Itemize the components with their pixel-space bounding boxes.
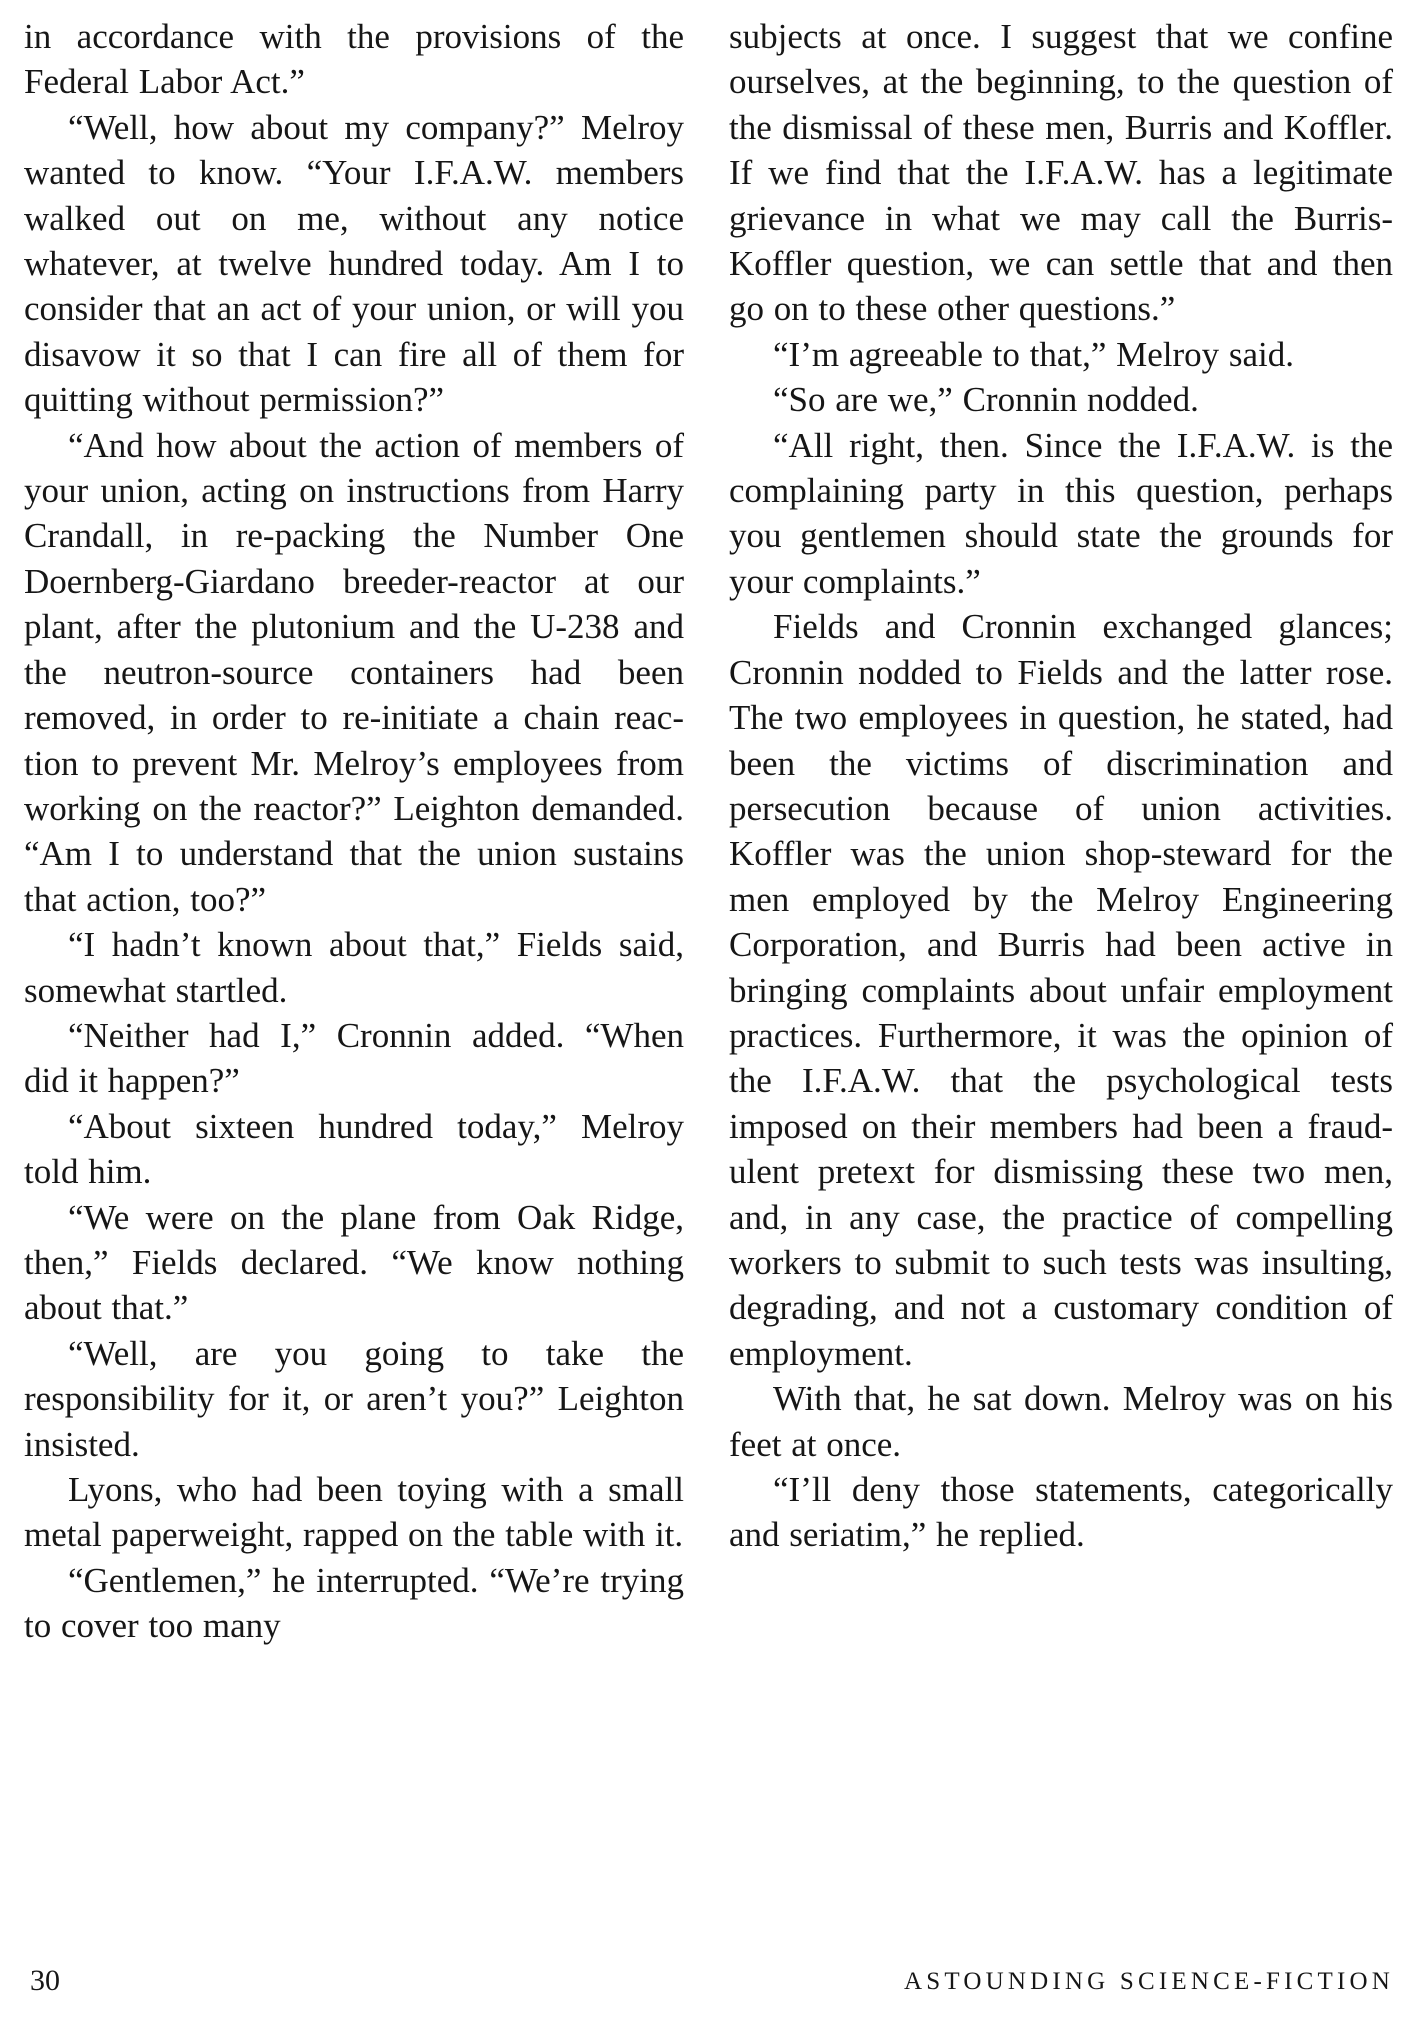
paragraph: in accordance with the provisions of the Federal Labor Act.” xyxy=(24,17,684,102)
paragraph: “Well, are you going to take the responsibility for it, or aren’t you?” Leighton insisted. xyxy=(24,1333,684,1464)
paragraph: subjects at once. I suggest that we confine ourselves, at the beginning, to the question of the dismissal of these men, Burris and Koffler. If we find that the I.F.A.W. has a legitimate grievance in what we may call the Burris-Koffler question, we can settle that and then go on to these other questions.” xyxy=(729,17,1393,329)
left-text-column xyxy=(24,14,684,1649)
paragraph: “Well, how about my company?” Melroy wanted to know. “Your I.F.A.W. members walked out on me, without any notice whatever, at twelve hundred today. Am I to consider that an act of your union, or will you disavow it so that I can fire all of them for quitting without permission?” xyxy=(24,107,684,420)
paragraph: Fields and Cronnin exchanged glances; Cronnin nodded to Fields and the latter rose. The two employees in question, he stated, had been the victims of discrimination and persecution because of union activities. Koffler was the union shop-steward for the men employed by the Melroy Engineering Corporation, and Burris had been active in bringing complaints about unfair employment practices. Furthermore, it was the opinion of the I.F.A.W. that the psychological tests imposed on their members had been a fraudulent pretext for dismissing these two men, and, in any case, the practice of compelling workers to submit to such tests was insulting, degrading, and not a customary condition of employment. xyxy=(729,607,1393,1373)
paragraph: Lyons, who had been toying with a small metal paperweight, rapped on the table with it. xyxy=(24,1470,684,1555)
paragraph: “I’ll deny those statements, categorically and seriatim,” he replied. xyxy=(729,1470,1393,1555)
paragraph: “We were on the plane from Oak Ridge, then,” Fields declared. “We know nothing about that.” xyxy=(24,1197,684,1328)
paragraph: “And how about the action of members of your union, acting on instructions from Harry Crandall, in re-packing the Number One Doernberg-Giardano breeder-reactor at our plant, after the plutonium and the U-238 and the neutron-source containers had been removed, in order to re-initiate a chain reaction to prevent Mr. Melroy’s employees from working on the reactor?” Leighton demanded. “Am I to understand that the union sustains that action, too?” xyxy=(24,425,684,919)
paragraph: “So are we,” Cronnin nodded. xyxy=(773,380,1199,420)
paragraph: “Neither had I,” Cronnin added. “When did it happen?” xyxy=(24,1015,684,1101)
paragraph: “I’m agreeable to that,” Melroy said. xyxy=(773,334,1295,374)
page-number: 30 xyxy=(30,1964,60,1997)
running-footer-title: ASTOUNDING SCIENCE-FICTION xyxy=(904,1968,1394,1995)
paragraph: With that, he sat down. Melroy was on his feet at once. xyxy=(729,1379,1393,1464)
paragraph: “I hadn’t known about that,” Fields said, somewhat startled. xyxy=(24,925,684,1010)
paragraph: “All right, then. Since the I.F.A.W. is the complaining party in this question, perhaps you gentlemen should state the grounds for your complaints.” xyxy=(729,425,1393,601)
paragraph: “Gentlemen,” he interrupted. “We’re trying to cover too many xyxy=(24,1560,684,1646)
right-text-column xyxy=(729,14,1393,1558)
paragraph: “About sixteen hundred today,” Melroy told him. xyxy=(24,1106,684,1192)
